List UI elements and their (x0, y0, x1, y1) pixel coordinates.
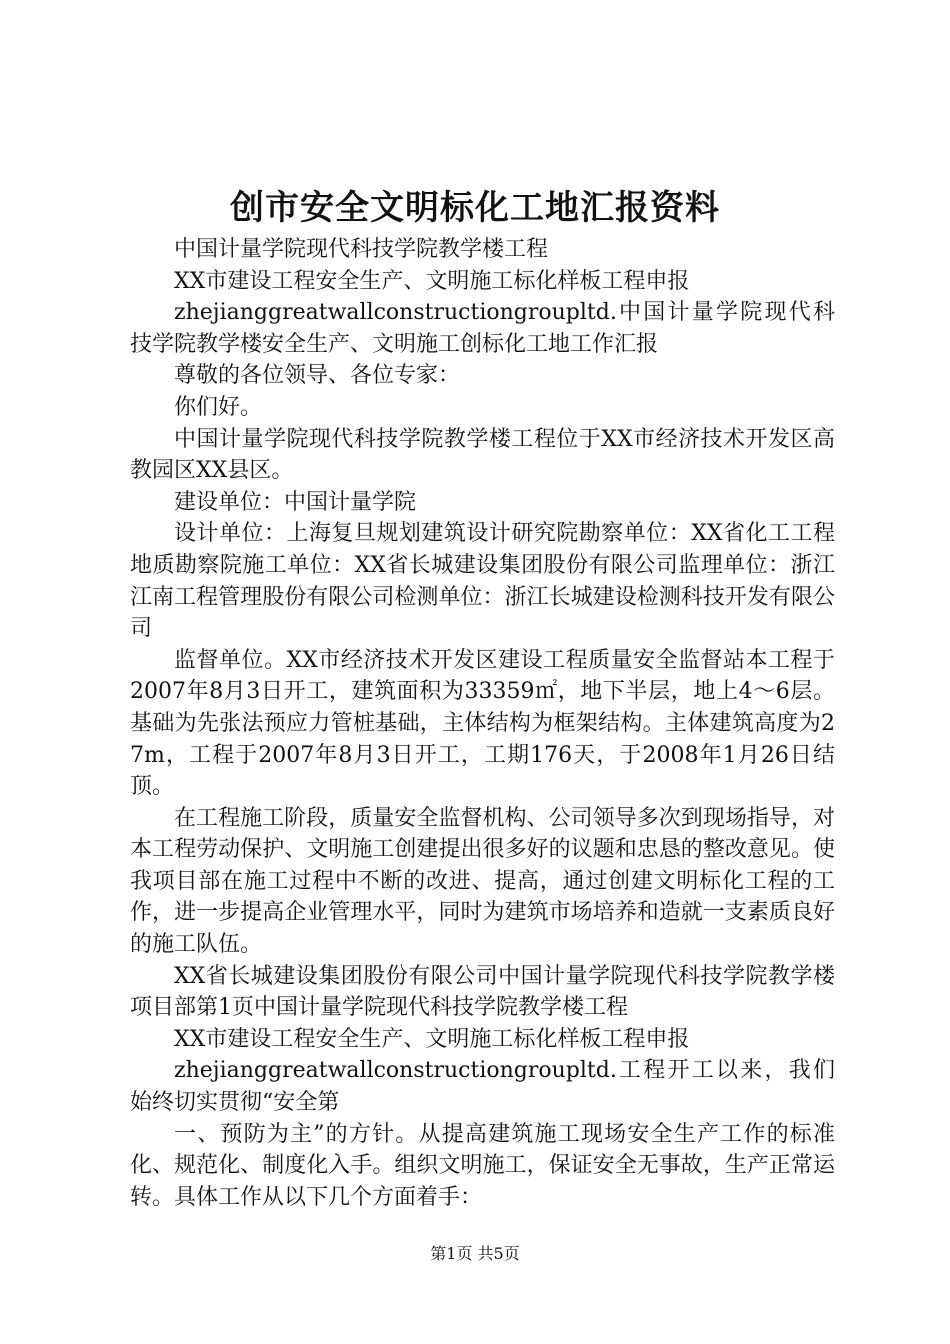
page-number-footer: 第1页 共5页 (430, 1244, 520, 1263)
paragraph: 在工程施工阶段，质量安全监督机构、公司领导多次到现场指导，对本工程劳动保护、文明施工创建提出很多好的议题和忠恳的整改意见。使我项目部在施工过程中不断的改进、提高，通过创建文明标化工程的工作，进一步提高企业管理水平，同时为建筑市场培养和造就一支素质良好的施工队伍。 (130, 805, 835, 958)
paragraph: 中国计量学院现代科技学院教学楼工程 (174, 237, 549, 262)
paragraph: 尊敬的各位领导、各位专家： (174, 363, 461, 389)
paragraph: 中国计量学院现代科技学院教学楼工程位于XX市经济技术开发区高教园区XX县区。 (130, 426, 835, 484)
document-title: 创市安全文明标化工地汇报资料 (230, 188, 720, 228)
paragraph: 设计单位：上海复旦规划建筑设计研究院勘察单位：XX省化工工程地质勘察院施工单位：XX省长城建设集团股份有限公司监理单位：浙江江南工程管理股份有限公司检测单位：浙江长城建设检测科技开发有限公司 (130, 521, 835, 642)
paragraph: XX市建设工程安全生产、文明施工标化样板工程申报 (174, 268, 690, 294)
paragraph: XX省长城建设集团股份有限公司中国计量学院现代科技学院教学楼项目部第1页中国计量学院现代科技学院教学楼工程 (130, 963, 835, 1021)
paragraph: 监督单位。XX市经济技术开发区建设工程质量安全监督站本工程于2007年8月3日开工，建筑面积为33359㎡，地下半层，地上4～6层。基础为先张法预应力管桩基础，主体结构为框架结构。主体建筑高度为27m，工程于2007年8月3日开工，工期176天，于2008年1月26日结顶。 (130, 647, 835, 800)
paragraph: 你们好。 (174, 394, 263, 420)
paragraph: zhejianggreatwallconstructiongroupltd.中国计量学院现代科技学院教学楼安全生产、文明施工创标化工地工作汇报 (130, 300, 835, 357)
paragraph: 建设单位：中国计量学院 (174, 489, 417, 515)
paragraph: XX市建设工程安全生产、文明施工标化样板工程申报 (174, 1026, 690, 1052)
document-body (130, 234, 835, 1213)
paragraph: 一、预防为主”的方针。从提高建筑施工现场安全生产工作的标准化、规范化、制度化入手。组织文明施工，保证安全无事故，生产正常运转。具体工作从以下几个方面着手： (130, 1121, 835, 1210)
paragraph: zhejianggreatwallconstructiongroupltd.工程开工以来，我们始终切实贯彻“安全第 (130, 1058, 835, 1116)
